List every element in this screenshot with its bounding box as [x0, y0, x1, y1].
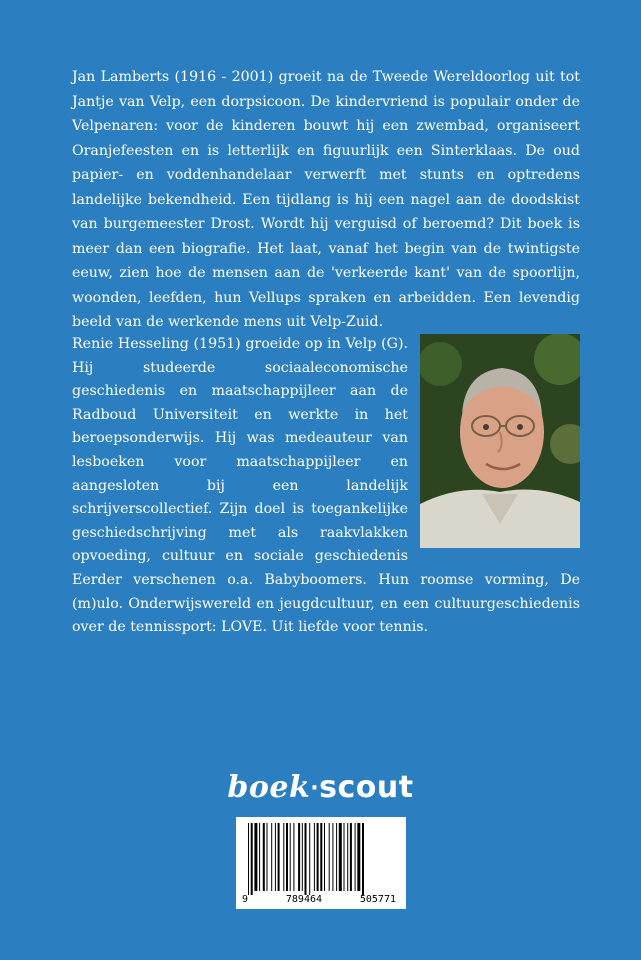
publisher-logo	[0, 770, 641, 805]
barcode-bar	[362, 823, 364, 895]
barcode-bar	[332, 823, 333, 891]
barcode-bar	[286, 823, 288, 891]
barcode-bar	[251, 823, 253, 895]
barcode-bars	[236, 817, 406, 897]
isbn-digit-prefix: 9	[242, 894, 249, 905]
barcode-bar	[355, 823, 356, 891]
barcode-bar	[254, 823, 257, 891]
barcode-bar	[329, 823, 330, 891]
barcode-bar	[314, 823, 315, 891]
isbn-barcode	[236, 817, 406, 909]
barcode-bar	[336, 823, 337, 891]
isbn-digits	[236, 894, 406, 908]
barcode-bar	[278, 823, 280, 891]
author-section	[72, 333, 580, 640]
publisher-logo-part1: boek	[227, 770, 311, 805]
barcode-bar	[298, 823, 300, 891]
barcode-bar	[263, 823, 265, 891]
barcode-bar	[350, 823, 352, 891]
barcode-bar	[320, 823, 322, 891]
publisher-logo-part2: scout	[319, 770, 414, 805]
isbn-digit-group-2: 505771	[359, 894, 396, 905]
barcode-bar	[275, 823, 276, 891]
author-bio-text: Renie Hesseling (1951) groeide op in Velp (G). Hij studeerde sociaaleconomische geschiedenis en maatschappijleer aan de Radboud Universiteit en werkte in het beroepsonderwijs. Hij was medeauteur van lesboeken voor maatschappijleer en aangesloten bij een landelijk schrijverscollectief. Zijn doel is toegankelijke geschiedschrijving met als raakvlakken opvoeding, cultuur en sociale geschiedenis Eerder verschenen o.a. Babyboomers. Hun roomse vorming, De (m)ulo. Onderwijswereld en jeugdcultuur, en een cultuurgeschiedenis over de tennissport: LOVE. Uit liefde voor tennis.	[72, 336, 580, 636]
barcode-bar	[344, 823, 345, 891]
barcode-bar	[357, 823, 360, 891]
barcode-bar	[347, 823, 348, 891]
barcode-bar	[317, 823, 319, 891]
barcode-bar	[271, 823, 272, 891]
barcode-bar	[283, 823, 284, 891]
barcode-bar	[302, 823, 303, 891]
barcode-bar	[259, 823, 260, 891]
back-cover-blurb: Jan Lamberts (1916 - 2001) groeit na de Tweede Wereldoorlog uit tot Jantje van Velp, een dorpsicoon. De kindervriend is populair onder de Velpenaren: voor de kinderen bouwt hij een zwembad, organiseert Oranjefeesten en is letterlijk en figuurlijk een Sinterklaas. De oud papier- en voddenhandelaar verwerft met stunts en optredens landelijke bekendheid. Een tijdlang is hij een nagel aan de doodskist van burgemeester Drost. Wordt hij verguisd of beroemd? Dit boek is meer dan een biografie. Het laat, vanaf het begin van de twintigste eeuw, zien hoe de mensen aan de 'verkeerde kant' van de spoorlijn, woonden, leefden, hun Vellups spraken en arbeidden. Een levendig beeld van de werkende mens uit Velp-Zuid.	[72, 69, 580, 330]
barcode-bar	[267, 823, 268, 891]
isbn-digit-group-1: 789464	[285, 894, 323, 905]
barcode-bar	[309, 823, 310, 895]
author-photo	[420, 334, 580, 548]
barcode-bar	[339, 823, 342, 891]
barcode-bar	[248, 823, 249, 895]
barcode-bar	[290, 823, 291, 891]
barcode-bar	[305, 823, 307, 895]
barcode-bar	[293, 823, 294, 891]
barcode-bar	[324, 823, 325, 891]
publisher-logo-separator: ·	[310, 776, 320, 801]
